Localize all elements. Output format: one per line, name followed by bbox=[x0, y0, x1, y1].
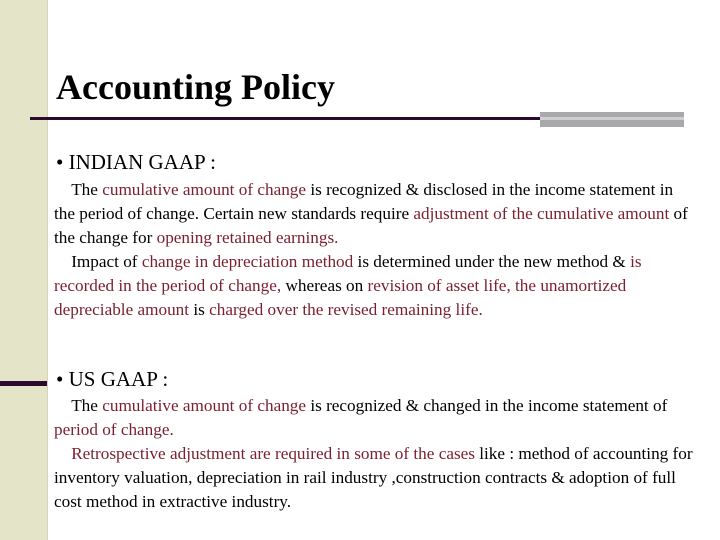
us-gaap-paragraph-1: The cumulative amount of change is recognized & changed in the income statement of period of change. bbox=[54, 396, 668, 439]
indian-gaap-paragraph-2: Impact of change in depreciation method is determined under the new method & is recorded in the period of change, whereas on revision of asset life, the unamortized depreciable amount is charged over the revised remaining life. bbox=[54, 252, 642, 319]
left-accent-bar bbox=[0, 381, 47, 386]
page-title: Accounting Policy bbox=[56, 67, 335, 107]
indian-gaap-heading: • INDIAN GAAP : bbox=[56, 150, 216, 174]
us-gaap-paragraph-2: Retrospective adjustment are required in some of the cases like : method of accounting for inventory valuation, depreciation in rail industry ,construction contracts & adoption of full cost method in extractive industry. bbox=[54, 444, 693, 511]
indian-gaap-paragraph-1: The cumulative amount of change is recognized & disclosed in the income statement in the period of change. Certain new standards require adjustment of the cumulative amount of the change for opening retained earnings. bbox=[54, 180, 688, 247]
us-gaap-heading: • US GAAP : bbox=[56, 367, 169, 391]
title-underline-accent-inner bbox=[540, 117, 684, 120]
sidebar-decoration bbox=[0, 0, 48, 540]
title-underline bbox=[30, 117, 560, 120]
